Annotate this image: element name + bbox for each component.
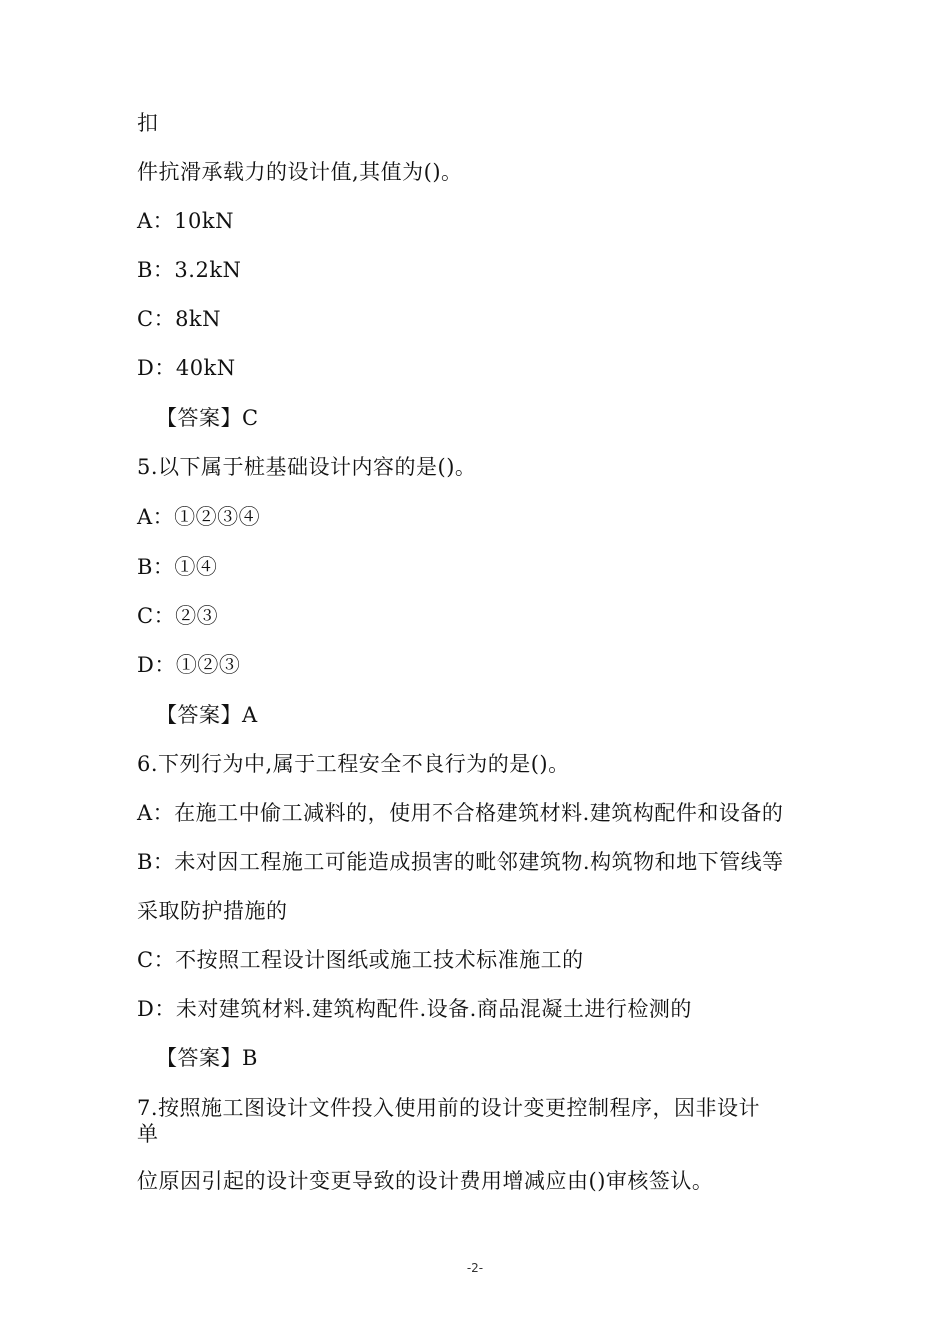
option-line: C：不按照工程设计图纸或施工技术标准施工的 (137, 948, 584, 972)
question-line: 5.以下属于桩基础设计内容的是()。 (137, 455, 477, 479)
option-line: D：40kN (137, 356, 236, 380)
option-line: C：8kN (137, 307, 222, 331)
option-line: B：①④ (137, 555, 218, 579)
option-line: D：未对建筑材料.建筑构配件.设备.商品混凝土进行检测的 (137, 997, 692, 1021)
text-line: 位原因引起的设计变更导致的设计费用增减应由()审核签认。 (137, 1169, 714, 1193)
text-line: 扣 (137, 111, 159, 135)
page-number: -2- (466, 1261, 484, 1275)
option-line: A：在施工中偷工减料的，使用不合格建筑材料.建筑构配件和设备的 (137, 801, 784, 825)
answer-line: 【答案】B (156, 1046, 258, 1070)
question-line: 6.下列行为中,属于工程安全不良行为的是()。 (137, 752, 570, 776)
text-line: 单 (137, 1122, 159, 1146)
answer-line: 【答案】C (156, 406, 259, 430)
option-line: B：3.2kN (137, 258, 242, 282)
option-line: C：②③ (137, 604, 219, 628)
question-line: 7.按照施工图设计文件投入使用前的设计变更控制程序，因非设计 (137, 1096, 761, 1120)
option-line: B：未对因工程施工可能造成损害的毗邻建筑物.构筑物和地下管线等 (137, 850, 784, 874)
text-line: 采取防护措施的 (137, 899, 288, 923)
option-line: D：①②③ (137, 653, 241, 677)
answer-line: 【答案】A (156, 703, 258, 727)
text-line: 件抗滑承载力的设计值,其值为()。 (137, 160, 463, 184)
option-line: A：①②③④ (137, 505, 261, 529)
option-line: A：10kN (137, 209, 234, 233)
